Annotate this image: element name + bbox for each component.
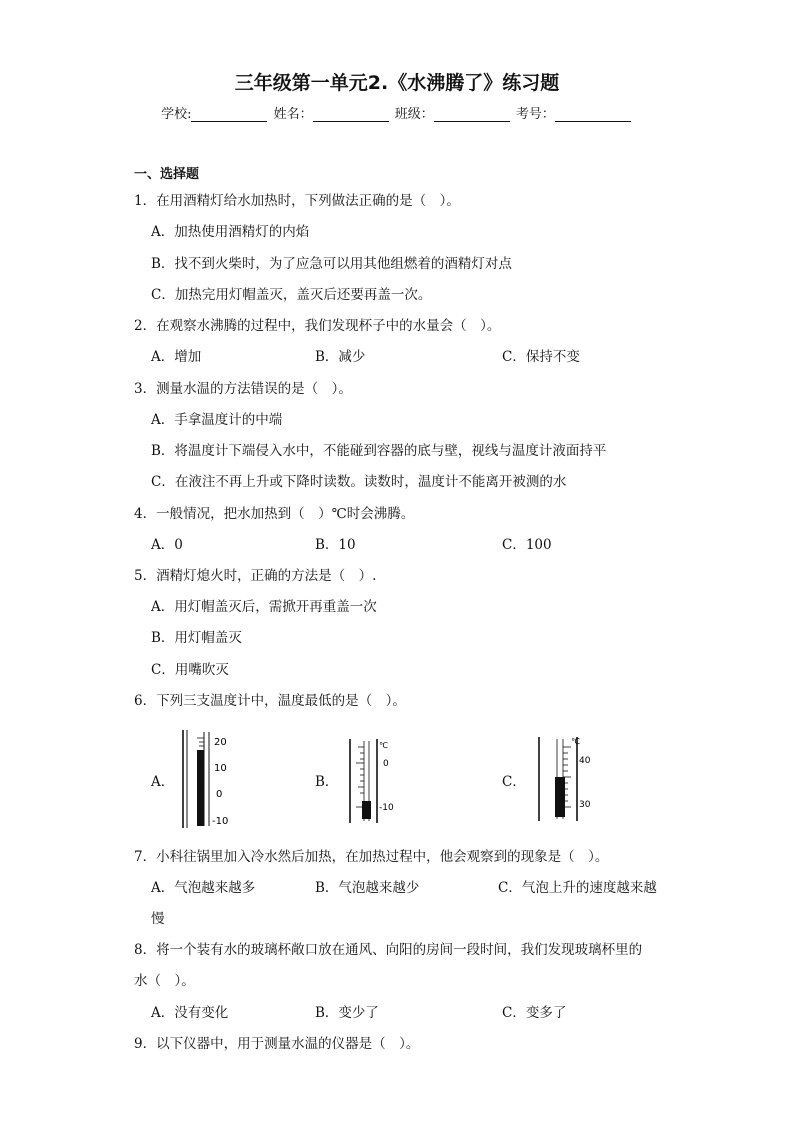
q4-option-b[interactable]: B．10 (315, 537, 356, 553)
exam-no-blank[interactable] (555, 107, 631, 122)
thermo-c-tick-40: 40 (579, 756, 591, 766)
q1-option-c[interactable]: C．加热完用灯帽盖灭，盖灭后还要再盖一次。 (151, 287, 432, 303)
q3-option-b[interactable]: B．将温度计下端侵入水中，不能碰到容器的底与壁，视线与温度计液面持平 (151, 443, 607, 459)
q4-option-a[interactable]: A．0 (151, 537, 183, 553)
question-9: 9．以下仪器中，用于测量水温的仪器是（ ）。 (134, 1036, 420, 1052)
thermometer-c-image (535, 735, 599, 823)
school-label: 学校: (161, 107, 192, 122)
q1-option-a[interactable]: A．加热使用酒精灯的内焰 (151, 224, 310, 240)
q6-option-c[interactable]: C． (502, 774, 526, 790)
q5-option-b[interactable]: B．用灯帽盖灭 (151, 630, 242, 646)
thermo-a-tick-minus10: -10 (212, 816, 229, 827)
q7-option-a[interactable]: A．气泡越来越多 (151, 880, 256, 896)
question-2: 2．在观察水沸腾的过程中，我们发现杯子中的水量会（ ）。 (134, 318, 501, 334)
question-4: 4．一般情况，把水加热到（ ）℃时会沸腾。 (134, 506, 415, 522)
thermo-b-tick-0: 0 (383, 759, 389, 769)
q6-option-b[interactable]: B． (315, 774, 339, 790)
q4-option-c[interactable]: C．100 (502, 537, 552, 553)
thermo-c-tick-30: 30 (579, 800, 591, 810)
thermometer-b-image (346, 737, 406, 825)
thermo-a-tick-10: 10 (214, 763, 227, 774)
thermo-b-unit: ℃ (379, 741, 388, 750)
thermo-c-unit: ℃ (571, 737, 580, 746)
q8-option-c[interactable]: C．变多了 (502, 1005, 567, 1021)
school-blank[interactable] (191, 107, 267, 122)
thermo-a-tick-0: 0 (216, 789, 223, 800)
question-5: 5．酒精灯熄火时，正确的方法是（ ）. (134, 568, 377, 584)
q2-option-b[interactable]: B．减少 (315, 349, 366, 365)
question-7: 7．小科往锅里加入冷水然后加热，在加热过程中，他会观察到的现象是（ ）。 (134, 849, 609, 865)
q5-option-c[interactable]: C．用嘴吹灭 (151, 662, 229, 678)
q7-option-c-continued: 慢 (151, 911, 165, 927)
q3-option-c[interactable]: C．在液注不再上升或下降时读数。读数时，温度计不能离开被测的水 (151, 474, 567, 490)
q2-option-a[interactable]: A．增加 (151, 349, 202, 365)
thermo-b-tick-minus10: -10 (379, 803, 394, 813)
q2-option-c[interactable]: C．保持不变 (502, 349, 580, 365)
q5-option-a[interactable]: A．用灯帽盖灭后，需掀开再重盖一次 (151, 599, 377, 615)
thermo-a-tick-20: 20 (214, 737, 227, 748)
q7-option-b[interactable]: B．气泡越来越少 (315, 880, 420, 896)
exam-no-label: 考号： (515, 107, 555, 122)
question-6: 6．下列三支温度计中，温度最低的是（ ）。 (134, 693, 406, 709)
q3-option-a[interactable]: A．手拿温度计的中端 (151, 412, 283, 428)
class-label: 班级： (394, 107, 434, 122)
q6-option-a[interactable]: A． (151, 774, 175, 790)
question-8: 8．将一个装有水的玻璃杯敞口放在通风、向阳的房间一段时间，我们发现玻璃杯里的 (134, 942, 643, 958)
question-3: 3．测量水温的方法错误的是（ ）。 (134, 381, 352, 397)
q8-option-b[interactable]: B．变少了 (315, 1005, 379, 1021)
q1-option-b[interactable]: B．找不到火柴时，为了应急可以用其他组燃着的酒精灯对点 (151, 256, 512, 272)
question-1: 1．在用酒精灯给水加热时，下列做法正确的是（ ）。 (134, 193, 460, 209)
student-info-row (0, 103, 794, 122)
name-blank[interactable] (313, 107, 389, 122)
thermometer-a-image (180, 728, 236, 830)
question-8-continued: 水（ ）。 (134, 973, 195, 989)
name-label: 姓名： (273, 107, 313, 122)
q8-option-a[interactable]: A．没有变化 (151, 1005, 229, 1021)
page-title: 三年级第一单元2.《水沸腾了》练习题 (234, 72, 560, 94)
section-heading: 一、选择题 (134, 167, 200, 182)
class-blank[interactable] (434, 107, 510, 122)
q7-option-c[interactable]: C．气泡上升的速度越来越 (498, 880, 657, 896)
